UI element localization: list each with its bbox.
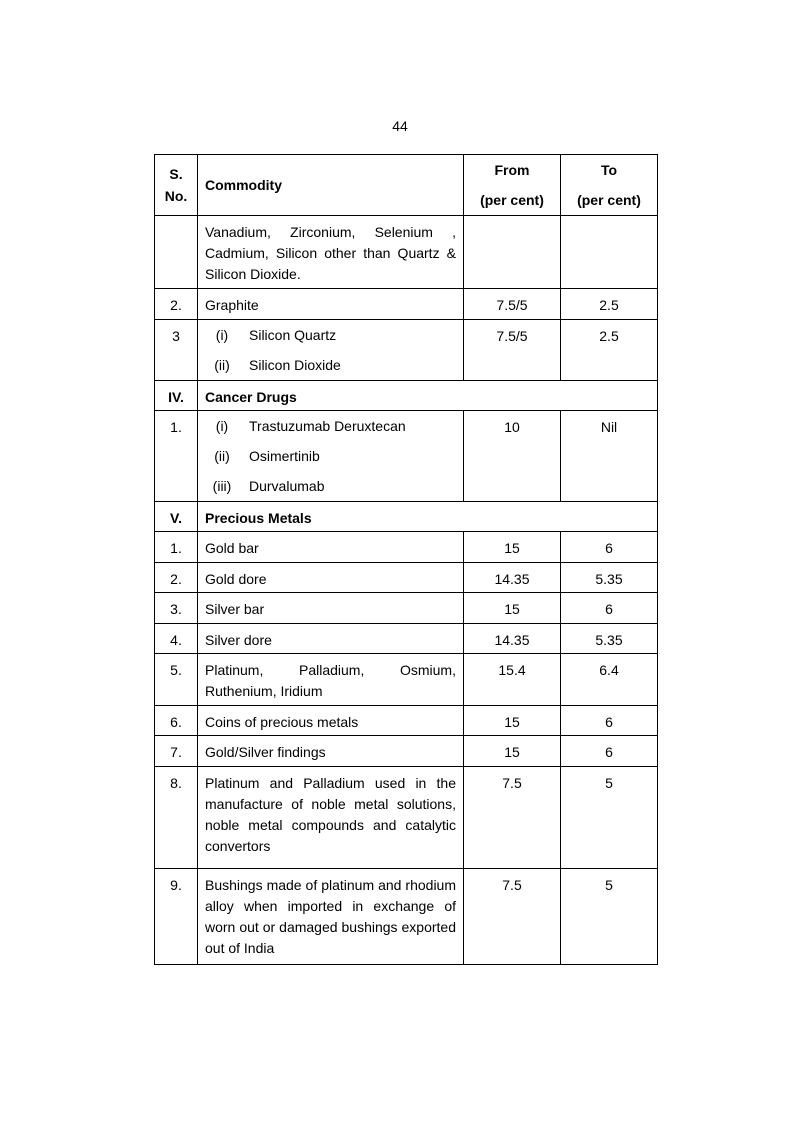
sub-item: (i) Trastuzumab Deruxtecan	[215, 418, 406, 434]
commodity-cell: Coins of precious metals	[198, 706, 464, 736]
rate-cell: 14.35	[464, 563, 561, 593]
rate-cell	[464, 216, 561, 289]
rate-cell: 7.5	[464, 767, 561, 869]
sno-cell: 3.	[155, 593, 198, 624]
rate-cell: 2.5	[561, 320, 658, 381]
rate-cell: 15	[464, 593, 561, 624]
sno-cell: 6.	[155, 706, 198, 736]
sub-item: (iii) Durvalumab	[212, 478, 325, 494]
table-row	[155, 532, 658, 563]
commodity-cell	[198, 411, 464, 502]
rate-cell: 15	[464, 706, 561, 736]
rate-cell: 5.35	[561, 624, 658, 654]
commodity-cell: Vanadium, Zirconium, Selenium , Cadmium, Silicon other than Quartz & Silicon Dioxide.	[198, 216, 464, 289]
table-row	[155, 706, 658, 736]
sub-item: (ii) Silicon Dioxide	[214, 357, 341, 373]
table-row	[155, 563, 658, 593]
rate-cell: 15	[464, 532, 561, 563]
commodity-cell: Platinum and Palladium used in the manufacture of noble metal solutions, noble metal compounds and catalytic convertors	[198, 767, 464, 869]
table-row	[155, 736, 658, 767]
table-row	[155, 654, 658, 706]
table-row	[155, 593, 658, 624]
commodity-cell: Silver dore	[198, 624, 464, 654]
sno-cell: 1.	[155, 411, 198, 502]
rate-cell: 15.4	[464, 654, 561, 706]
header-to: To (per cent)	[561, 155, 658, 216]
header-commodity: Commodity	[198, 155, 464, 216]
rate-cell: 6	[561, 593, 658, 624]
rate-cell	[561, 216, 658, 289]
rate-cell: 2.5	[561, 289, 658, 320]
sno-cell: 2.	[155, 289, 198, 320]
sub-item: (i) Silicon Quartz	[215, 327, 337, 343]
rate-cell: 7.5/5	[464, 320, 561, 381]
table-header-row	[155, 155, 658, 216]
sno-cell: 7.	[155, 736, 198, 767]
sno-cell: V.	[155, 502, 198, 532]
commodity-cell: Gold/Silver findings	[198, 736, 464, 767]
rate-cell: 5.35	[561, 563, 658, 593]
table-row	[155, 411, 658, 502]
table-row	[155, 216, 658, 289]
sno-cell: 1.	[155, 532, 198, 563]
sno-cell: 9.	[155, 869, 198, 965]
sno-cell	[155, 216, 198, 289]
rate-cell: 7.5/5	[464, 289, 561, 320]
table-row	[155, 767, 658, 869]
sno-cell: IV.	[155, 381, 198, 411]
rate-cell: 5	[561, 869, 658, 965]
commodity-cell	[198, 320, 464, 381]
table-row	[155, 624, 658, 654]
header-sno: S. No.	[155, 155, 198, 216]
section-row	[155, 502, 658, 532]
duty-rate-table	[154, 154, 658, 965]
header-from: From (per cent)	[464, 155, 561, 216]
sno-cell: 2.	[155, 563, 198, 593]
rate-cell: 15	[464, 736, 561, 767]
rate-cell: 10	[464, 411, 561, 502]
sno-cell: 3	[155, 320, 198, 381]
commodity-cell: Cancer Drugs	[198, 381, 658, 411]
rate-cell: 6	[561, 706, 658, 736]
commodity-cell: Silver bar	[198, 593, 464, 624]
table-row	[155, 289, 658, 320]
rate-cell: 14.35	[464, 624, 561, 654]
rate-cell: Nil	[561, 411, 658, 502]
commodity-cell: Graphite	[198, 289, 464, 320]
commodity-cell: Precious Metals	[198, 502, 658, 532]
sno-cell: 8.	[155, 767, 198, 869]
rate-cell: 7.5	[464, 869, 561, 965]
sub-item: (ii) Osimertinib	[214, 448, 320, 464]
table-row	[155, 869, 658, 965]
commodity-cell: Gold bar	[198, 532, 464, 563]
sno-cell: 4.	[155, 624, 198, 654]
commodity-cell: Bushings made of platinum and rhodium alloy when imported in exchange of worn out or damaged bushings exported out of India	[198, 869, 464, 965]
rate-cell: 6	[561, 736, 658, 767]
section-row	[155, 381, 658, 411]
rate-cell: 6	[561, 532, 658, 563]
commodity-cell: Gold dore	[198, 563, 464, 593]
table-row	[155, 320, 658, 381]
commodity-cell: Platinum, Palladium, Osmium, Ruthenium, Iridium	[198, 654, 464, 706]
sno-cell: 5.	[155, 654, 198, 706]
page-number: 44	[392, 118, 408, 134]
rate-cell: 6.4	[561, 654, 658, 706]
rate-cell: 5	[561, 767, 658, 869]
